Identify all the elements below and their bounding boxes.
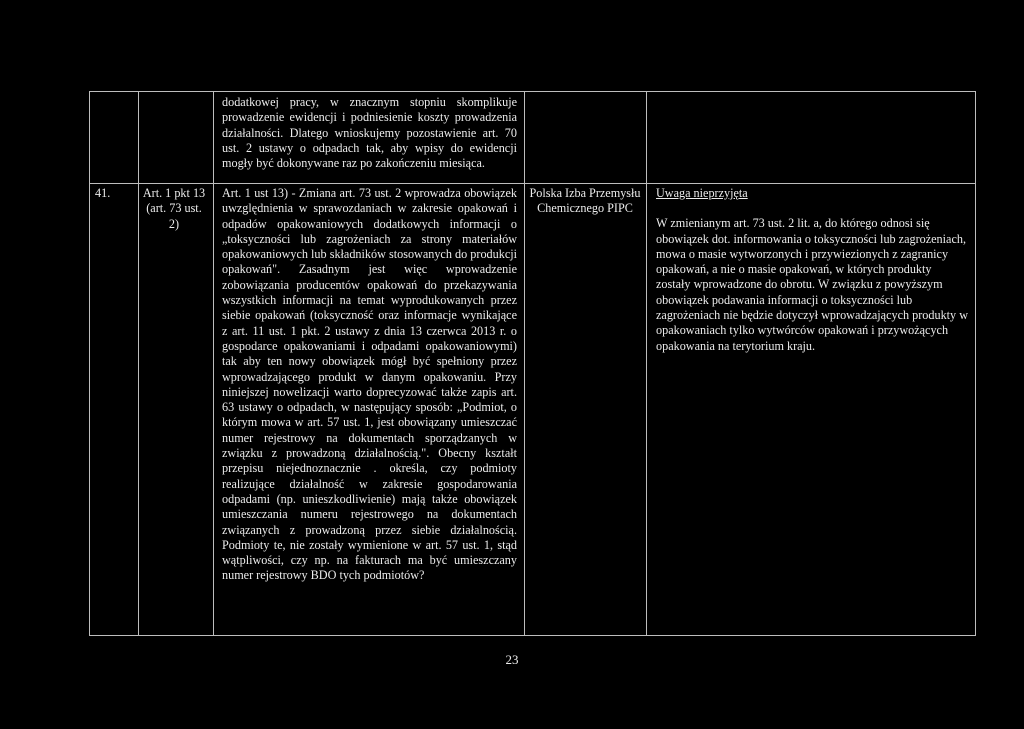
table-top-border (89, 91, 976, 92)
column-divider-number (138, 91, 139, 635)
column-divider-organization (646, 91, 647, 635)
page-number: 23 (505, 652, 519, 667)
continued-row-description: dodatkowej pracy, w znacznym stopniu skomplikuje prowadzenie ewidencji i podniesienie koszty prowadzenia działalności. Dlatego wnioskujemy pozostawienie art. 70 ust. 2 ustawy o odpadach tak, aby wpisy do ewidencji mogły być dokonywane raz po zakończeniu miesiąca. (222, 95, 517, 171)
article-reference: Art. 1 pkt 13 (art. 73 ust. 2) (142, 186, 206, 231)
row-number: 41. (95, 186, 111, 200)
column-divider-article (213, 91, 214, 635)
table-bottom-border (89, 635, 976, 636)
remark-description: Art. 1 ust 13) - Zmiana art. 73 ust. 2 wprowadza obowiązek uwzględnienia w sprawozdaniach w zakresie opakowań i odpadów opakowaniowych dodatkowych informacji o „toksyczności lub zagrożeniach za strony materiałów opakowaniowych lub składników stosowanych do produkcji opakowań". Zasadnym jest więc wprowadzenie zobowiązania producentów opakowań do przekazywania wszystkich informacji na temat wyprodukowanych przez siebie opakowań (toksyczność oraz informacje wynikające z art. 11 ust. 1 pkt. 2 ustawy z dnia 13 czerwca 2013 r. o gospodarce opakowaniami i odpadami opakowaniowymi) tak aby ten nowy obowiązek mógł być spełniony przez wprowadzającego produkt w danym opakowaniu. Przy niniejszej nowelizacji warto doprecyzować także zapis art. 63 ustawy o odpadach, w następujący sposób: „Podmiot, o którym mowa w art. 57 ust. 1, jest obowiązany umieszczać numer rejestrowy na dokumentach sporządzanych w związku z prowadzoną działalnością.". Obecny kształt przepisu niejednoznacznie . określa, czy podmioty realizujące działalność w zakresie gospodarowania odpadami (np. unieszkodliwienie) mają także obowiązek umieszczania numeru rejestrowego na dokumentach związanych z prowadzoną przez siebie działalnością. Podmioty te, nie zostały wymienione w art. 57 ust. 1, stąd wątpliwości, czy np. na fakturach ma być umieszczany numer rejestrowy BDO tych podmiotów? (222, 186, 517, 583)
response-status: Uwaga nieprzyjęta (656, 186, 748, 200)
submitting-organization: Polska Izba Przemysłu Chemicznego PIPC (529, 186, 641, 216)
table-right-border (975, 91, 976, 635)
row-separator (89, 183, 976, 184)
response-explanation: W zmienianym art. 73 ust. 2 lit. a, do którego odnosi się obowiązek dot. informowania o toksyczności lub zagrożeniach, mowa o masie wytworzonych i przywiezionych z zagranicy opakowań, a nie o masie opakowań, w których produkty zostały wprowadzone do obrotu. W związku z powyższym obowiązek podawania informacji o toksyczności lub zagrożeniach nie będzie dotyczył wprowadzających produkty w opakowaniach tylko wytwórców opakowań i przywożących opakowania na terytorium kraju. (656, 216, 968, 353)
column-divider-description (524, 91, 525, 635)
response-cell (656, 186, 968, 354)
table-left-border (89, 91, 90, 635)
